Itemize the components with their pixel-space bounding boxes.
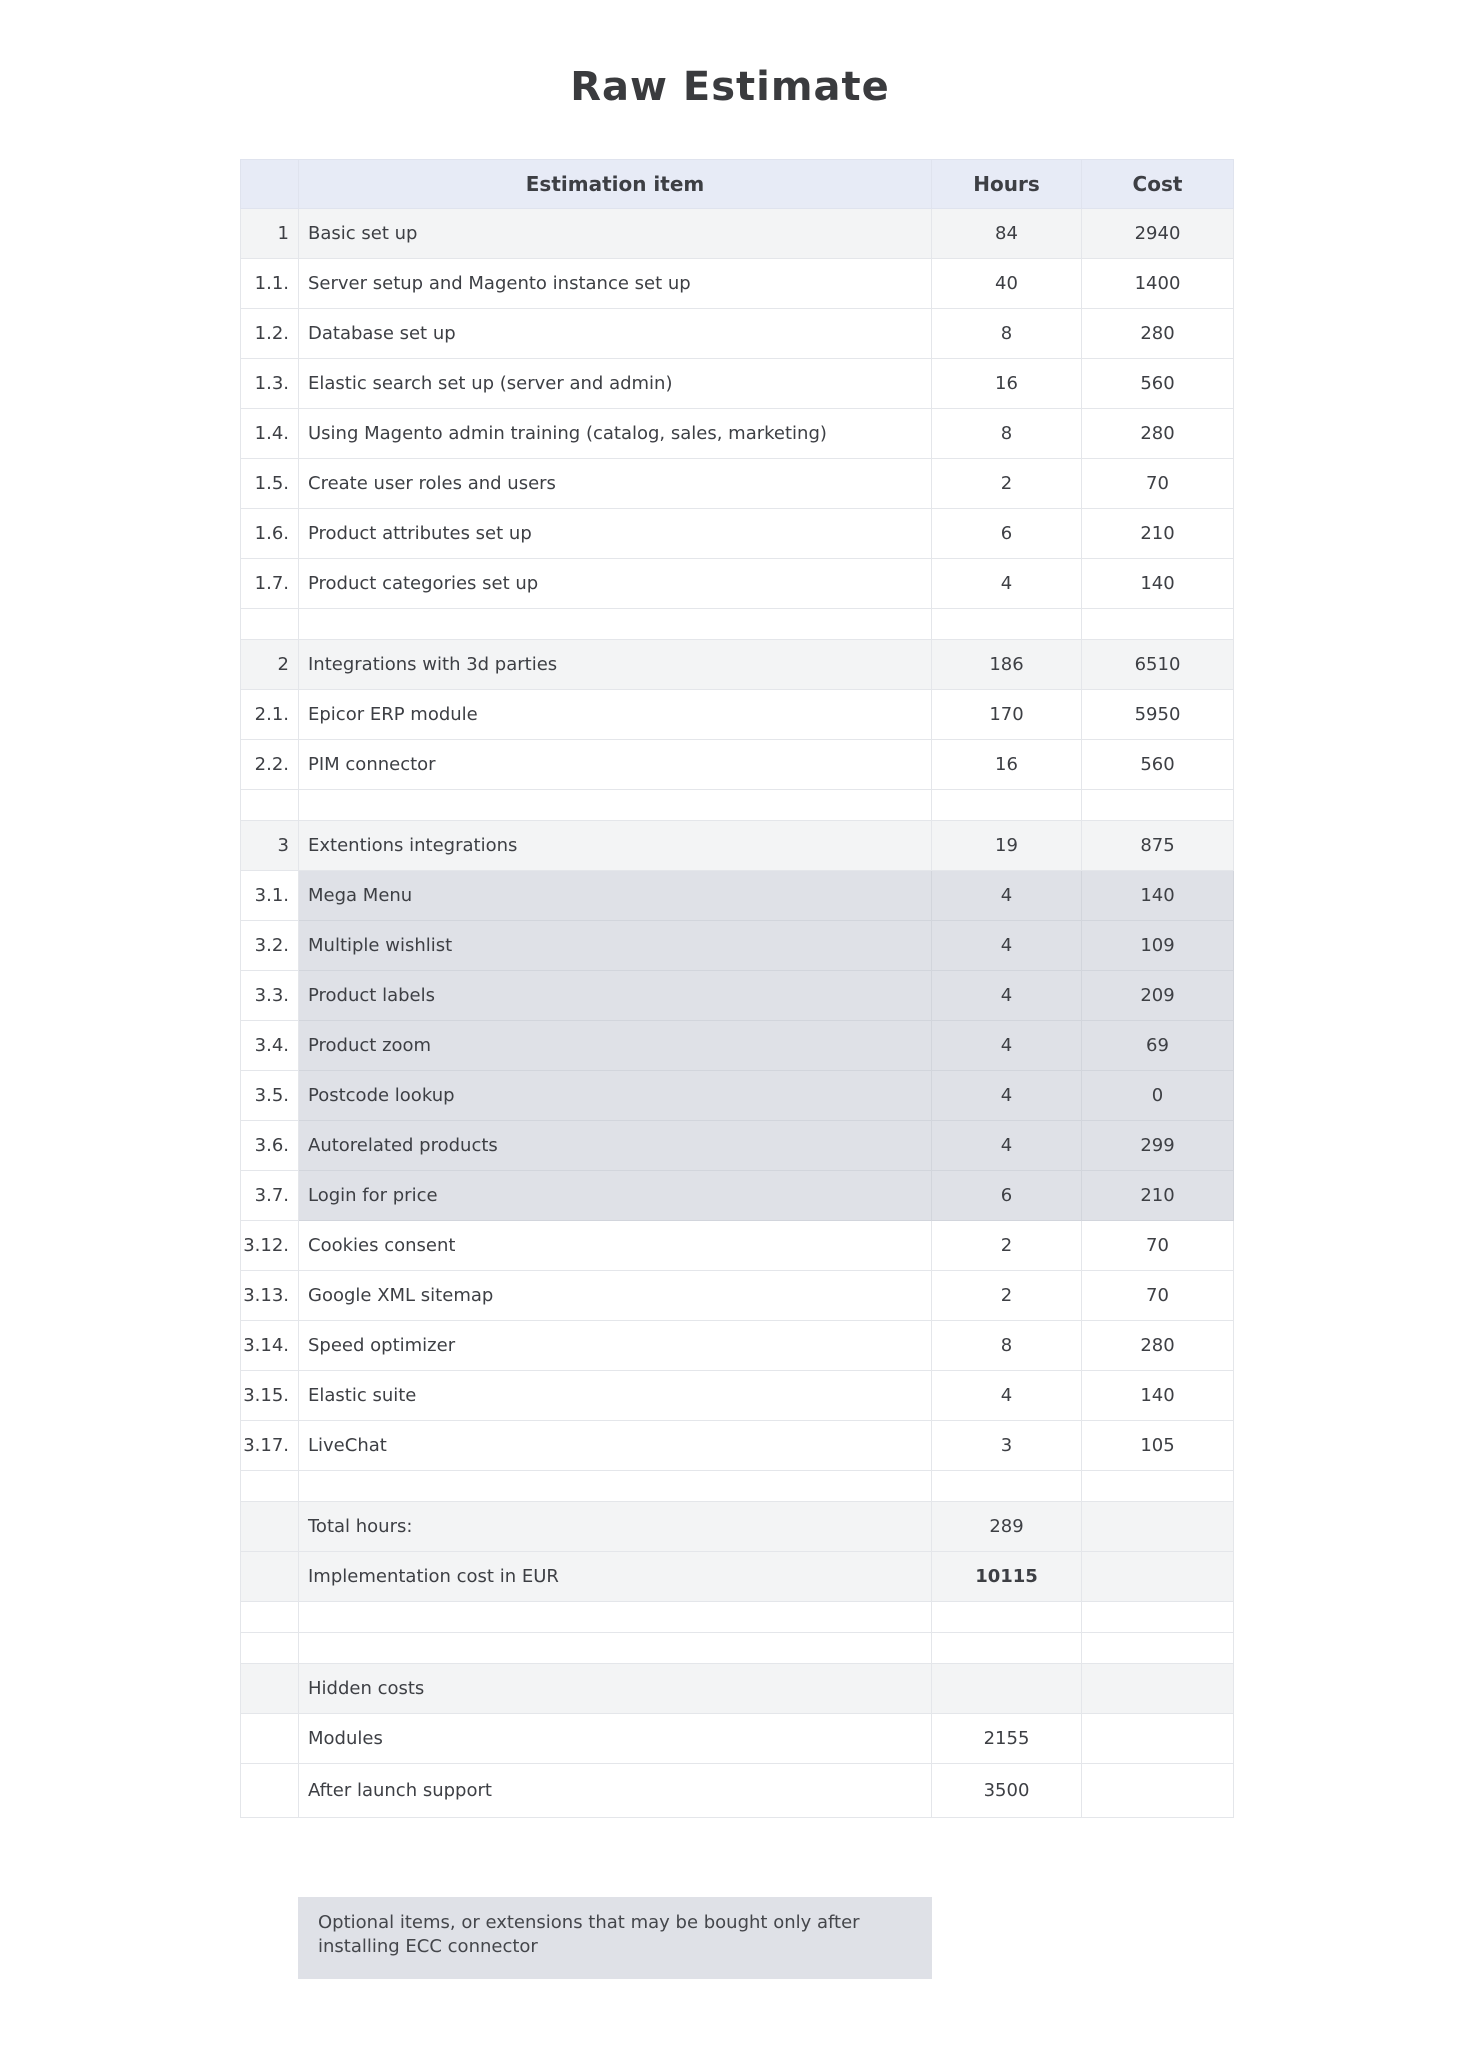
row-num: 3.15. (241, 1371, 299, 1421)
row-hours: 8 (932, 409, 1082, 459)
optional-row (241, 1171, 1234, 1221)
total-hours-row (241, 1502, 1234, 1552)
row-hours: 16 (932, 359, 1082, 409)
hidden-cost-label: After launch support (299, 1764, 932, 1818)
row-cost: 109 (1082, 921, 1234, 971)
optional-items-note: Optional items, or extensions that may be bought only after installing ECC connector (298, 1897, 932, 1979)
row-hours: 4 (932, 1121, 1082, 1171)
row-hours: 6 (932, 509, 1082, 559)
row-hours: 4 (932, 971, 1082, 1021)
table-row (241, 359, 1234, 409)
estimate-table (240, 159, 1234, 1818)
total-hours-value: 289 (932, 1502, 1082, 1552)
row-item: Basic set up (299, 209, 932, 259)
row-num: 1.5. (241, 459, 299, 509)
table-row (241, 509, 1234, 559)
implementation-cost-row (241, 1552, 1234, 1602)
table-row (241, 1321, 1234, 1371)
row-num: 3.17. (241, 1421, 299, 1471)
row-num: 3.5. (241, 1071, 299, 1121)
spacer-row (241, 609, 1234, 640)
table-row (241, 1271, 1234, 1321)
row-cost: 280 (1082, 309, 1234, 359)
total-hours-label: Total hours: (299, 1502, 932, 1552)
row-hours: 8 (932, 309, 1082, 359)
row-num: 1 (241, 209, 299, 259)
row-item: Autorelated products (299, 1121, 932, 1171)
page-title: Raw Estimate (570, 64, 890, 110)
section-group-row (241, 209, 1234, 259)
table-row (241, 559, 1234, 609)
row-cost: 69 (1082, 1021, 1234, 1071)
row-cost: 5950 (1082, 690, 1234, 740)
hidden-cost-value: 3500 (932, 1764, 1082, 1818)
row-cost: 560 (1082, 740, 1234, 790)
row-hours: 2 (932, 1221, 1082, 1271)
row-hours: 4 (932, 1371, 1082, 1421)
row-num: 3 (241, 821, 299, 871)
row-hours: 4 (932, 559, 1082, 609)
table-row (241, 309, 1234, 359)
spacer-row (241, 790, 1234, 821)
row-item: Epicor ERP module (299, 690, 932, 740)
spacer-row (241, 1633, 1234, 1664)
row-cost: 280 (1082, 409, 1234, 459)
row-num: 3.2. (241, 921, 299, 971)
row-num: 1.7. (241, 559, 299, 609)
implementation-cost-label: Implementation cost in EUR (299, 1552, 932, 1602)
row-cost: 560 (1082, 359, 1234, 409)
hidden-cost-row (241, 1714, 1234, 1764)
header-hours: Hours (932, 160, 1082, 209)
row-item: Using Magento admin training (catalog, sales, marketing) (299, 409, 932, 459)
row-cost: 2940 (1082, 209, 1234, 259)
row-cost: 70 (1082, 1221, 1234, 1271)
row-hours: 8 (932, 1321, 1082, 1371)
row-hours: 186 (932, 640, 1082, 690)
row-num: 3.13. (241, 1271, 299, 1321)
row-num: 3.7. (241, 1171, 299, 1221)
table-row (241, 259, 1234, 309)
row-hours: 170 (932, 690, 1082, 740)
hidden-cost-row (241, 1764, 1234, 1818)
row-cost: 209 (1082, 971, 1234, 1021)
header-num (241, 160, 299, 209)
row-item: Speed optimizer (299, 1321, 932, 1371)
row-item: LiveChat (299, 1421, 932, 1471)
row-num: 3.1. (241, 871, 299, 921)
hidden-cost-value: 2155 (932, 1714, 1082, 1764)
row-hours: 16 (932, 740, 1082, 790)
row-num: 1.2. (241, 309, 299, 359)
row-hours: 6 (932, 1171, 1082, 1221)
row-num: 1.1. (241, 259, 299, 309)
row-cost: 210 (1082, 509, 1234, 559)
row-cost: 140 (1082, 559, 1234, 609)
row-cost: 70 (1082, 459, 1234, 509)
row-item: Cookies consent (299, 1221, 932, 1271)
row-cost: 6510 (1082, 640, 1234, 690)
row-hours: 4 (932, 871, 1082, 921)
row-num: 3.3. (241, 971, 299, 1021)
row-num: 1.3. (241, 359, 299, 409)
table-row (241, 740, 1234, 790)
row-item: Integrations with 3d parties (299, 640, 932, 690)
row-item: PIM connector (299, 740, 932, 790)
row-hours: 2 (932, 1271, 1082, 1321)
row-item: Extentions integrations (299, 821, 932, 871)
spacer-row (241, 1471, 1234, 1502)
row-item: Server setup and Magento instance set up (299, 259, 932, 309)
row-cost: 280 (1082, 1321, 1234, 1371)
table-header-row (241, 160, 1234, 209)
row-num: 2.2. (241, 740, 299, 790)
row-hours: 4 (932, 1071, 1082, 1121)
row-cost: 140 (1082, 1371, 1234, 1421)
optional-row (241, 921, 1234, 971)
row-hours: 4 (932, 921, 1082, 971)
row-item: Product labels (299, 971, 932, 1021)
row-num: 1.6. (241, 509, 299, 559)
row-num: 3.14. (241, 1321, 299, 1371)
table-row (241, 1371, 1234, 1421)
row-item: Elastic suite (299, 1371, 932, 1421)
row-hours: 2 (932, 459, 1082, 509)
row-cost: 105 (1082, 1421, 1234, 1471)
row-item: Database set up (299, 309, 932, 359)
hidden-costs-header-row (241, 1664, 1234, 1714)
row-hours: 3 (932, 1421, 1082, 1471)
row-num: 3.4. (241, 1021, 299, 1071)
row-num: 1.4. (241, 409, 299, 459)
hidden-costs-label: Hidden costs (299, 1664, 932, 1714)
row-hours: 84 (932, 209, 1082, 259)
row-hours: 4 (932, 1021, 1082, 1071)
row-hours: 40 (932, 259, 1082, 309)
row-num: 2.1. (241, 690, 299, 740)
row-cost: 875 (1082, 821, 1234, 871)
section-group-row (241, 640, 1234, 690)
row-item: Google XML sitemap (299, 1271, 932, 1321)
row-item: Product zoom (299, 1021, 932, 1071)
row-cost: 0 (1082, 1071, 1234, 1121)
optional-row (241, 871, 1234, 921)
row-item: Product categories set up (299, 559, 932, 609)
row-cost: 299 (1082, 1121, 1234, 1171)
row-cost: 210 (1082, 1171, 1234, 1221)
header-item: Estimation item (299, 160, 932, 209)
row-item: Mega Menu (299, 871, 932, 921)
row-num: 2 (241, 640, 299, 690)
table-row (241, 459, 1234, 509)
row-cost: 140 (1082, 871, 1234, 921)
table-row (241, 1221, 1234, 1271)
row-item: Product attributes set up (299, 509, 932, 559)
header-cost: Cost (1082, 160, 1234, 209)
row-item: Postcode lookup (299, 1071, 932, 1121)
row-item: Login for price (299, 1171, 932, 1221)
row-item: Elastic search set up (server and admin) (299, 359, 932, 409)
row-hours: 19 (932, 821, 1082, 871)
spacer-row (241, 1602, 1234, 1633)
optional-row (241, 1021, 1234, 1071)
table-row (241, 690, 1234, 740)
row-cost: 70 (1082, 1271, 1234, 1321)
implementation-cost-value: 10115 (932, 1552, 1082, 1602)
table-row (241, 1421, 1234, 1471)
hidden-cost-label: Modules (299, 1714, 932, 1764)
optional-row (241, 1121, 1234, 1171)
row-cost: 1400 (1082, 259, 1234, 309)
row-item: Multiple wishlist (299, 921, 932, 971)
table-row (241, 409, 1234, 459)
optional-row (241, 1071, 1234, 1121)
optional-row (241, 971, 1234, 1021)
row-num: 3.6. (241, 1121, 299, 1171)
row-item: Create user roles and users (299, 459, 932, 509)
section-group-row (241, 821, 1234, 871)
row-num: 3.12. (241, 1221, 299, 1271)
